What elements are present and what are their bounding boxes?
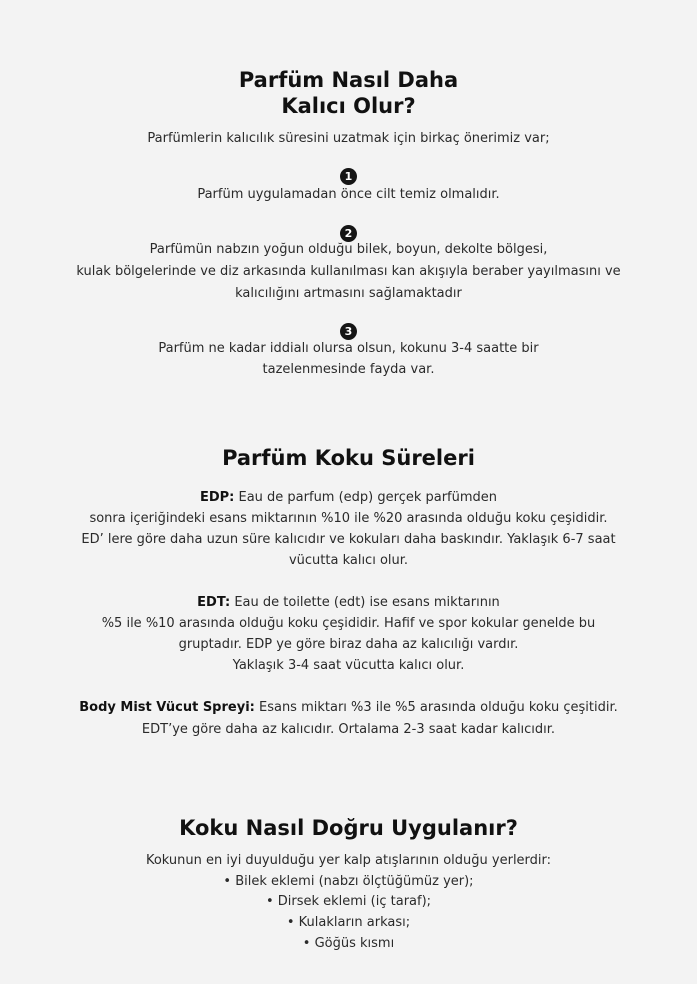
section1-intro: Parfümlerin kalıcılık süresini uzatmak için birkaç önerimiz var; — [147, 131, 550, 146]
edp-line-1 — [0, 487, 697, 508]
section2-title: Parfüm Koku Süreleri — [222, 446, 475, 470]
edt-line-1 — [0, 592, 697, 613]
mist-line-1-text: Esans miktarı %3 ile %5 arasında olduğu koku çeşitidir. — [254, 700, 618, 715]
section1-title-line1: Parfüm Nasıl Daha — [238, 68, 459, 92]
edt-line-1-text: Eau de toilette (edt) ise esans miktarının — [230, 595, 500, 610]
edp-line-4: vücutta kalıcı olur. — [288, 553, 409, 568]
edt-line-4: Yaklaşık 3-4 saat vücutta kalıcı olur. — [232, 658, 465, 673]
section3-intro: Kokunun en iyi duyulduğu yer kalp atışlarının olduğu yerlerdir: — [145, 853, 552, 868]
number-three-icon: 3 — [340, 323, 357, 340]
edp-line-1-text: Eau de parfum (edp) gerçek parfümden — [234, 490, 498, 505]
bullet-item-1: • Bilek eklemi (nabzı ölçtüğümüz yer); — [223, 874, 474, 889]
edt-line-3: gruptadır. EDP ye göre biraz daha az kalıcılığı vardır. — [178, 637, 519, 652]
edt-line-2: %5 ile %10 arasında olduğu koku çeşididir. Hafif ve spor kokular genelde bu — [101, 616, 596, 631]
number-two-icon: 2 — [340, 225, 357, 242]
edp-label: EDP: — [199, 490, 235, 505]
number-one-icon: 1 — [340, 168, 357, 185]
mist-line-1 — [0, 697, 697, 718]
tip-3-number-badge — [0, 320, 697, 340]
edt-label: EDT: — [197, 595, 231, 610]
section1-title — [0, 67, 697, 119]
tip-3-line-2: tazelenmesinde fayda var. — [262, 362, 435, 377]
mist-line-2: EDT’ye göre daha az kalıcıdır. Ortalama 2-3 saat kadar kalıcıdır. — [141, 722, 556, 737]
tip-2-line-1: Parfümün nabzın yoğun olduğu bilek, boyun, dekolte bölgesi, — [149, 242, 548, 257]
edp-line-2: sonra içeriğindeki esans miktarının %10 ile %20 arasında olduğu koku çeşididir. — [89, 511, 608, 526]
bullet-item-4: • Göğüs kısmı — [302, 936, 395, 951]
tip-1-text: Parfüm uygulamadan önce cilt temiz olmalıdır. — [197, 187, 500, 202]
tip-3-line-1: Parfüm ne kadar iddialı olursa olsun, kokunu 3-4 saatte bir — [158, 341, 539, 356]
bullet-item-3: • Kulakların arkası; — [286, 915, 411, 930]
tip-1-number-badge — [0, 165, 697, 185]
mist-label: Body Mist Vücut Spreyi: — [79, 700, 255, 715]
edp-line-3: ED’ lere göre daha uzun süre kalıcıdır ve kokuları daha baskındır. Yaklaşık 6-7 saat — [81, 532, 616, 547]
section3-title: Koku Nasıl Doğru Uygulanır? — [179, 816, 518, 840]
tip-2-line-2: kulak bölgelerinde ve diz arkasında kullanılması kan akışıyla beraber yayılmasını ve — [76, 264, 621, 279]
section1-title-line2: Kalıcı Olur? — [281, 94, 416, 118]
bullet-item-2: • Dirsek eklemi (iç taraf); — [265, 894, 432, 909]
tip-2-line-3: kalıcılığını artmasını sağlamaktadır — [235, 286, 462, 301]
